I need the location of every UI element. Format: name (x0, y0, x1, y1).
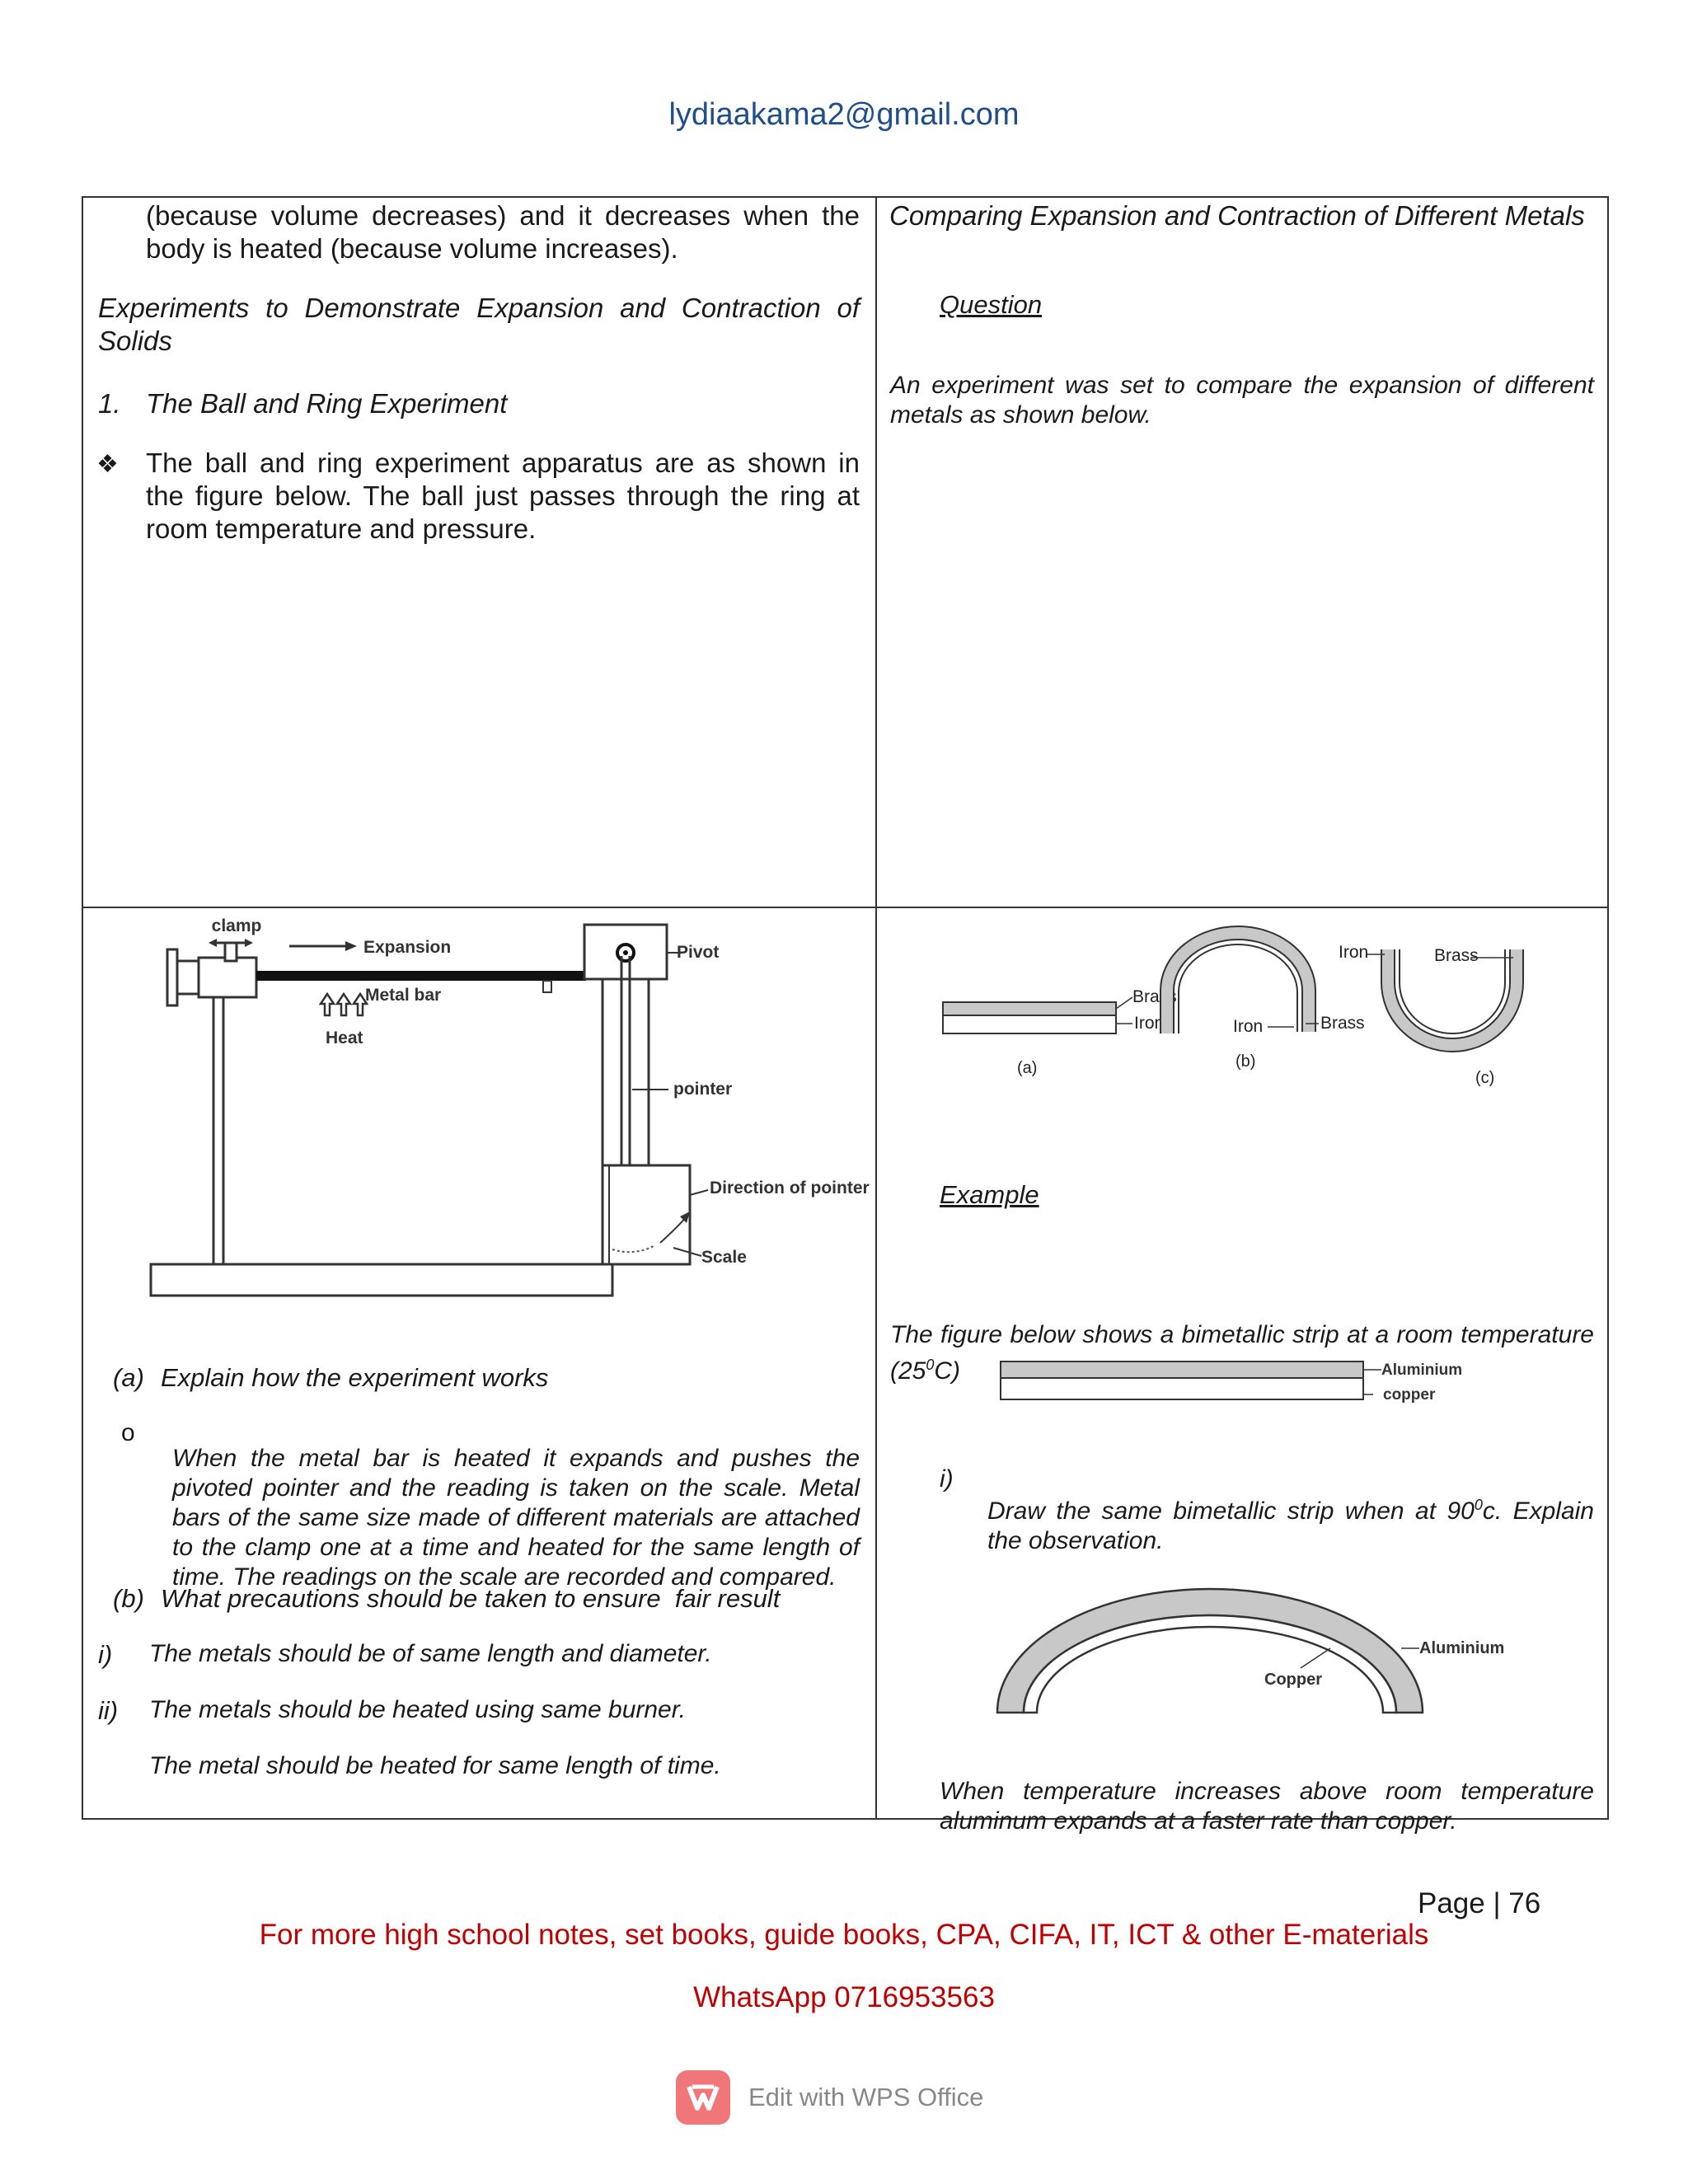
label-pivot: Pivot (677, 943, 720, 962)
label-pointer: pointer (673, 1080, 733, 1099)
room-temp-strip-figure (1001, 1345, 1528, 1411)
precaution-2-label: ii) (98, 1696, 119, 1725)
section-title: Experiments to Demonstrate Expansion and Contraction of Solids (98, 293, 860, 356)
strip-b-iron-label: Iron (1233, 1017, 1264, 1036)
question-b-text: What precautions should be taken to ensure fair result (161, 1584, 781, 1613)
label-metal-bar: Metal bar (365, 986, 442, 1005)
label-clamp: clamp (211, 916, 262, 935)
whatsapp-text: WhatsApp 0716953563 (693, 1981, 995, 2013)
bullet-icon: ❖ (96, 451, 119, 478)
stand-rod (213, 984, 223, 1264)
continuation-text: (because volume decreases) and it decreases when the body is heated (because volume increases). (146, 200, 860, 264)
strip-c-brass-label: Brass (1434, 946, 1479, 965)
example-label: Example (940, 1180, 1039, 1209)
clamp-knob (167, 949, 177, 1005)
strip-a-iron (943, 1015, 1116, 1033)
figure-c-label: (c) (1475, 1069, 1495, 1087)
heated-arc-figure (984, 1559, 1561, 1716)
metal-bar (256, 971, 586, 981)
cell-top-left (83, 198, 875, 907)
clamp-arrow-right (245, 939, 253, 947)
clamp-jaw (177, 961, 199, 994)
apparatus-figure (133, 910, 870, 1305)
label-direction: Direction of pointer (710, 1179, 870, 1197)
page-number: Page | 76 (1418, 1887, 1541, 1919)
wps-logo-icon (676, 2070, 730, 2125)
precaution-1-label: i) (98, 1640, 113, 1669)
precaution-1-text: The metals should be of same length and diameter. (149, 1640, 712, 1667)
bullet-text: The ball and ring experiment apparatus are as shown in the figure below. The ball just passes through the ring at room temperature and pressure. (146, 448, 860, 544)
strip-copper (1001, 1378, 1363, 1399)
comparison-title: Comparing Expansion and Contraction of Different Metals (889, 200, 1585, 231)
header-email: lydiaakama2@gmail.com (668, 97, 1020, 132)
promo-text: For more high school notes, set books, guide books, CPA, CIFA, IT, ICT & other E-materials (259, 1919, 1429, 1951)
strip-copper-label: copper (1383, 1386, 1436, 1404)
cell-bottom-right (877, 908, 1607, 1835)
item-number: 1. (98, 388, 121, 419)
precaution-2-text: The metals should be heated using same burner. (149, 1696, 686, 1723)
clamp-body (199, 958, 256, 997)
content-table (82, 196, 1609, 1835)
wps-edit-label: Edit with WPS Office (748, 2083, 984, 2111)
arc-aluminium-label: Aluminium (1419, 1639, 1505, 1657)
strip-c-iron-label: Iron (1339, 943, 1369, 962)
base-plate (151, 1264, 612, 1296)
question-i-label: i) (940, 1465, 954, 1493)
arc-copper-label: Copper (1264, 1671, 1322, 1689)
strip-aluminium-label: Aluminium (1381, 1361, 1463, 1379)
example-text: The figure below shows a bimetallic strip at a room temperature $(25^0C)$ (890, 1321, 1594, 1385)
question-text: An experiment was set to compare the expansion of different metals as shown below. (890, 372, 1594, 429)
bimetallic-strips-figure (926, 925, 1602, 1114)
question-a-text: Explain how the experiment works (161, 1363, 549, 1392)
label-heat: Heat (326, 1029, 363, 1047)
cell-bottom-left (83, 908, 875, 1818)
clamp-arrow-left (209, 939, 217, 947)
expansion-arrow-head (345, 941, 357, 951)
item-title: The Ball and Ring Experiment (146, 388, 508, 419)
arc-aluminium (997, 1589, 1423, 1713)
precaution-3-text: The metal should be heated for same length of time. (149, 1752, 721, 1779)
cell-top-right (877, 198, 1607, 907)
strip-a-brass (943, 1002, 1116, 1015)
question-b-label: (b) (113, 1584, 144, 1613)
strip-aluminium (1001, 1361, 1363, 1378)
figure-a-label: (a) (1017, 1059, 1038, 1077)
question-label: Question (940, 290, 1043, 319)
strip-a-brass-label: Brass (1132, 987, 1177, 1006)
answer-a-text: When the metal bar is heated it expands and pushes the pivoted pointer and the reading is taken on the scale. Metal bars of the same size made of different materials are attached to the clamp one at a time and heated for the same length of time. The readings on the scale are recorded and compared. (172, 1445, 860, 1591)
label-expansion: Expansion (363, 938, 452, 957)
conclusion-text: When temperature increases above room temperature aluminum expands at a faster rate than copper. (940, 1778, 1594, 1835)
clamp-screw (225, 943, 237, 961)
answer-bullet: o (121, 1419, 135, 1446)
bar-stop (543, 981, 551, 992)
wps-edit-button[interactable] (676, 2069, 983, 2126)
label-scale: Scale (701, 1248, 747, 1267)
question-a-label: (a) (113, 1363, 144, 1392)
heat-arrows (321, 994, 367, 1015)
question-i-text: Draw the same bimetallic strip when at $90^0c$. Explain the observation. (987, 1497, 1594, 1554)
figure-b-label: (b) (1236, 1052, 1256, 1071)
strip-b-brass-label: Brass (1320, 1014, 1365, 1033)
strip-a-iron-label: Iron (1134, 1014, 1165, 1033)
